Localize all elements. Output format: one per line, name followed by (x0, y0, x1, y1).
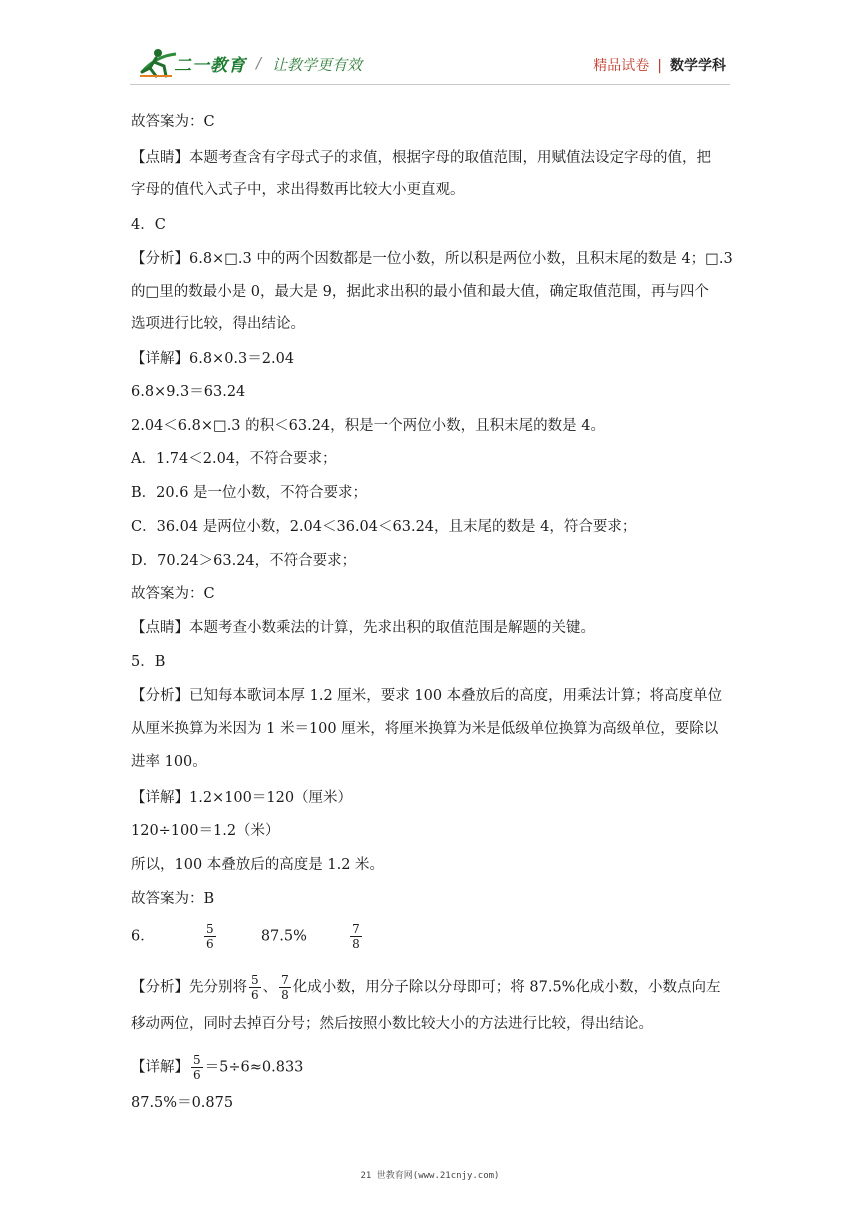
text-line: 故答案为：C (131, 114, 215, 130)
text-line: C．36.04 是两位小数，2.04＜36.04＜63.24，且末尾的数是 4，符合要求； (131, 519, 637, 535)
text-line: 2.04＜6.8×□.3 的积＜63.24，积是一个两位小数，且积末尾的数是 4。 (131, 418, 605, 434)
text-line: 从厘米换算为米因为 1 米＝100 厘米，将厘米换算为米是低级单位换算为高级单位，要除以 (131, 721, 719, 737)
text-line: A．1.74＜2.04，不符合要求； (131, 451, 337, 467)
text-line: 【点睛】本题考查含有字母式子的求值，根据字母的取值范围，用赋值法设定字母的值，把 (131, 150, 711, 166)
detail-fraction: $\frac{5}{6}$ (193, 1053, 201, 1082)
text-line: 6.8×9.3＝63.24 (131, 384, 246, 400)
page-header (0, 0, 860, 90)
text-line: 进率 100。 (131, 754, 207, 770)
text-line: 选项进行比较，得出结论。 (131, 316, 305, 332)
logo-text: 二一教育 (174, 56, 246, 76)
header-right (593, 55, 726, 75)
slogan: 让教学更有效 (272, 56, 363, 74)
text-line: 字母的值代入式子中，求出得数再比较大小更直观。 (131, 182, 465, 198)
text-line: 【分析】6.8×□.3 中的两个因数都是一位小数，所以积是两位小数，且积末尾的数是 4；□.3 (131, 251, 733, 267)
header-rule (130, 84, 730, 85)
text-line: 5．B (131, 654, 166, 670)
q6-number: 6． (131, 928, 155, 945)
analysis-fraction-b: $\frac{7}{8}$ (281, 973, 289, 1002)
text-line: 87.5%＝0.875 (131, 1095, 234, 1111)
text-line: 所以，100 本叠放后的高度是 1.2 米。 (131, 857, 385, 873)
header-category: 精品试卷 (593, 58, 650, 74)
text-line: 4．C (131, 217, 166, 233)
analysis-fraction-a: $\frac{5}{6}$ (251, 973, 259, 1002)
header-divider: | (657, 58, 662, 74)
q6-fraction-b: $\frac{7}{8}$ (352, 922, 360, 951)
slogan-separator: / (256, 54, 262, 72)
text-line: 移动两位，同时去掉百分号；然后按照小数比较大小的方法进行比较，得出结论。 (131, 1016, 653, 1032)
text-line: D．70.24＞63.24，不符合要求； (131, 553, 357, 569)
text-line: 【详解】6.8×0.3＝2.04 (131, 351, 295, 367)
page-footer: 21 世教育网(www.21cnjy.com) (360, 1171, 500, 1181)
text-line: 【分析】已知每本歌词本厚 1.2 厘米，要求 100 本叠放后的高度，用乘法计算；将高度单位 (131, 688, 723, 704)
text-line: 120÷100＝1.2（米） (131, 823, 280, 839)
q6-analysis-line: 【分析】先分别将 $\frac{5}{6}$ 、 $\frac{7}{8}$ 化成小数，用分子除以分母即可；将 87.5%化成小数，小数点向左 (131, 973, 721, 1002)
text-line: B．20.6 是一位小数，不符合要求； (131, 485, 368, 501)
text-line: 的□里的数最小是 0，最大是 9，据此求出积的最小值和最大值，确定取值范围，再与四个 (131, 284, 709, 300)
text-line: 故答案为：C (131, 586, 215, 602)
text-line: 【点睛】本题考查小数乘法的计算，先求出积的取值范围是解题的关键。 (131, 620, 595, 636)
q6-fraction-a: $\frac{5}{6}$ (205, 922, 214, 951)
text-line: 【详解】1.2×100＝120（厘米） (131, 790, 353, 806)
text-line: 故答案为：B (131, 891, 215, 907)
q6-options (131, 922, 364, 951)
q6-percent: 87.5% (260, 928, 307, 945)
q6-detail-line: 【详解】 $\frac{5}{6}$ ＝5÷6≈0.833 (131, 1053, 304, 1082)
header-subject: 数学学科 (670, 58, 726, 74)
